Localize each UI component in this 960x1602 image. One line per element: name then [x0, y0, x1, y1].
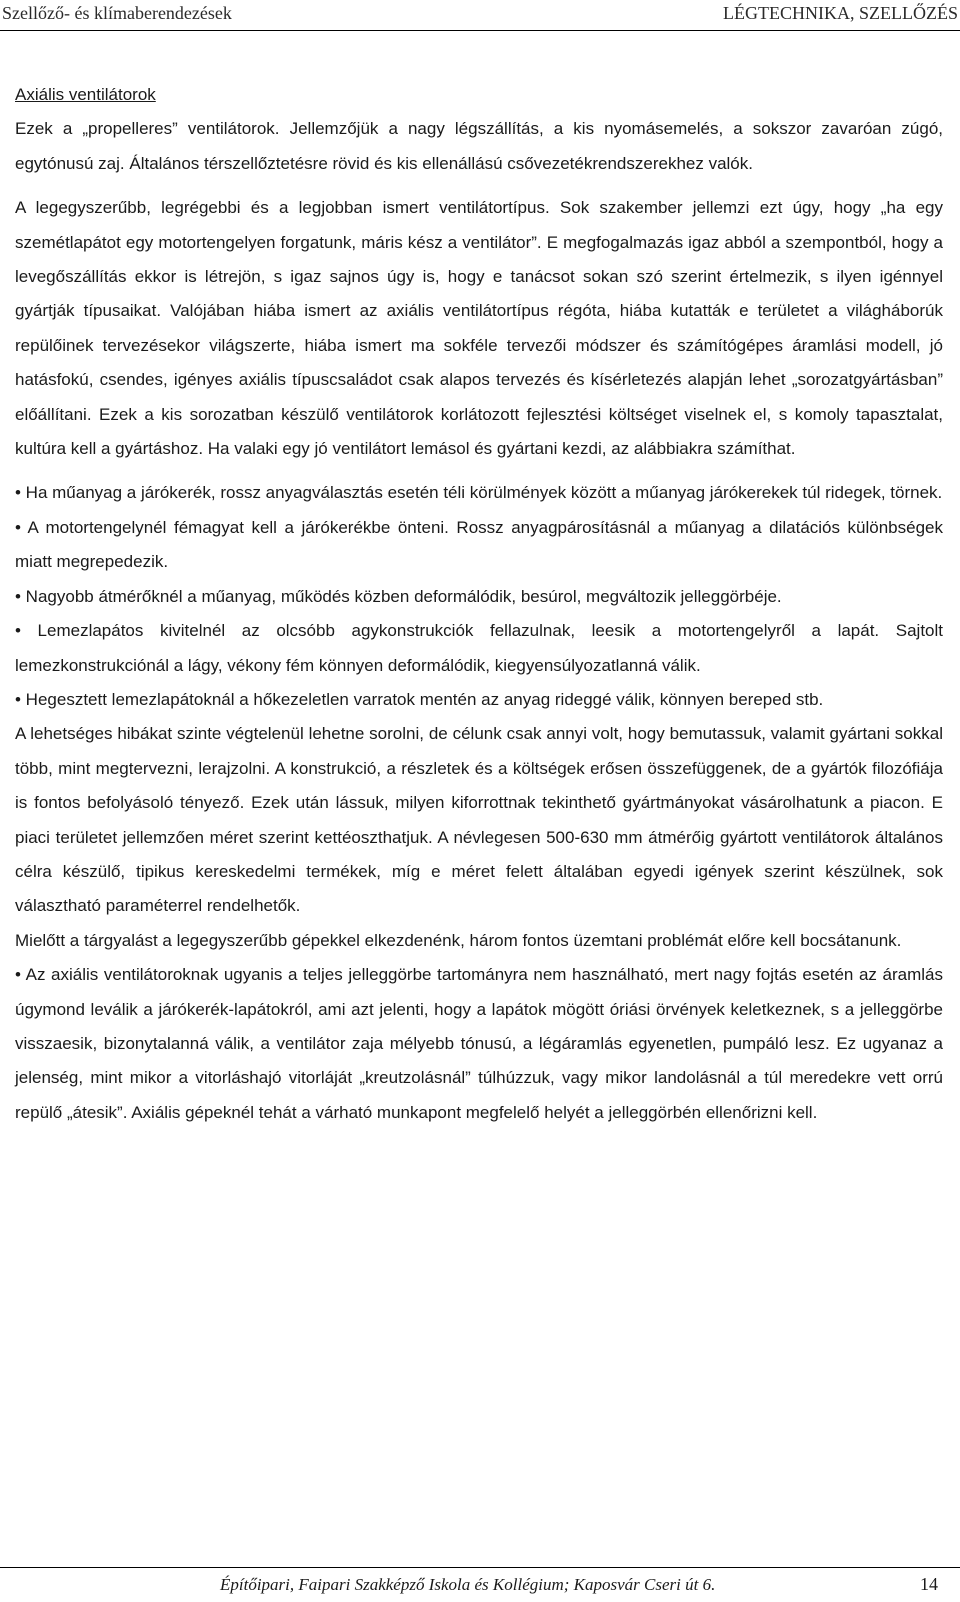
bullet-plastic-impeller: • Ha műanyag a járókerék, rossz anyagválasztás esetén téli körülmények között a műanyag járókerekek túl ridegek, törnek. [15, 483, 943, 503]
bullet-metal-hub: • A motortengelynél fémagyat kell a járókerékbe önteni. Rossz anyagpárosításnál a műanyag a dilatációs különbségek miatt megrepedezik. [15, 517, 943, 572]
header-left-title: Szellőző- és klímaberendezések [2, 3, 232, 23]
document-body [15, 78, 943, 1130]
paragraph-market: A lehetséges hibákat szinte végtelenül lehetne sorolni, de célunk csak annyi volt, hogy bemutassuk, valamit gyártani sokkal több, mint megtervezni, lerajzolni. A konstrukció, a részletek és a költségek erősen összefüggenek, de a gyártók filozófiája is fontos befolyásoló tényező. Ezek után lássuk, milyen kiforrottnak tekinthető gyártmányokat vásárolhatunk a piacon. E piaci területet jellemzően méret szerint kettéoszthatjuk. A névlegesen 500-630 mm átmérőig gyártott ventilátorok általános célra készülő, tipikus kereskedelmi termékek, míg e méret felett általában egyedi igények szerint készülnek, sok választható paraméterrel rendelhetők. [15, 724, 943, 916]
section-title: Axiális ventilátorok [15, 85, 156, 104]
bullet-stall: • Az axiális ventilátoroknak ugyanis a teljes jelleggörbe tartományra nem használható, mert nagy fojtás esetén az áramlás úgymond leválik a járókerék-lapátokról, ami azt jelenti, hogy a lapátok mögött óriási örvények keletkeznek, s a jelleggörbe visszaesik, bizonytalanná válik, a ventilátor zaja mélyebb tónusú, a légáramlás egyenetlen, pumpáló lesz. Ez ugyanaz a jelenség, mint mikor a vitorláshajó vitorláját „kreutzolásnál” túlhúzzuk, vagy mikor landolásnál a túl meredekre vett orrú repülő „átesik”. Axiális gépeknél tehát a várható munkapont megfelelő helyét a jelleggörbén ellenőrizni kell. [15, 965, 943, 1122]
paragraph-intro: Ezek a „propelleres” ventilátorok. Jellemzőjük a nagy légszállítás, a kis nyomásemelés, a sokszor zavaróan zúgó, egytónusú zaj. Általános térszellőztetésre rövid és kis ellenállású csővezetékrendszerekhez valók. [15, 119, 943, 173]
page-footer [0, 1567, 960, 1602]
page-number: 14 [920, 1574, 938, 1594]
paragraph-operation-intro: Mielőtt a tárgyalást a legegyszerűbb gépekkel elkezdenénk, három fontos üzemtani problémát előre kell bocsátanunk. [15, 930, 902, 950]
bullet-sheet-blade: • Lemezlapátos kivitelnél az olcsóbb agykonstrukciók fellazulnak, leesik a motortengelyről a lapát. Sajtolt lemezkonstrukciónál a lágy, vékony fém könnyen deformálódik, kiegyensúlyozatlanná válik. [15, 621, 943, 675]
footer-institution: Építőipari, Faipari Szakképző Iskola és Kollégium; Kaposvár Cseri út 6. [220, 1575, 716, 1594]
page-header [0, 0, 960, 31]
bullet-welded-blade: • Hegesztett lemezlapátoknál a hőkezeletlen varratok mentén az anyag rideggé válik, könnyen bereped stb. [15, 689, 824, 709]
paragraph-description: A legegyszerűbb, legrégebbi és a legjobban ismert ventilátortípus. Sok szakember jellemzi ezt úgy, hogy „ha egy szemétlapátot egy motortengelyen forgatunk, máris kész a ventilátor”. E megfogalmazás igaz abból a szempontból, hogy a levegőszállítás ekkor is létrejön, s igaz sajnos úgy is, hogy e tanácsot sokan szó szerint értelmezik, s ilyen igénnyel gyártják típusaikat. Valójában hiába ismert az axiális ventilátortípus régóta, hiába kutatták e területet a világháborúk repülőinek tervezésekor világszerte, hiába ismert ma sokféle tervezői módszer és számítógépes áramlási modell, jó hatásfokú, csendes, igényes axiális típuscsaládot csak alapos tervezés és kísérletezés alapján lehet „sorozatgyártásban” előállítani. Ezek a kis sorozatban készülő ventilátorok korlátozott fejlesztési költséget viselnek el, s komoly tapasztalat, kultúra kell a gyártáshoz. Ha valaki egy jó ventilátort lemásol és gyártani kezdi, az alábbiakra számíthat. [15, 198, 943, 459]
bullet-large-diameter: • Nagyobb átmérőknél a műanyag, működés közben deformálódik, besúrol, megváltozik jelleggörbéje. [15, 586, 782, 606]
header-right-title: LÉGTECHNIKA, SZELLŐZÉS [723, 3, 958, 23]
